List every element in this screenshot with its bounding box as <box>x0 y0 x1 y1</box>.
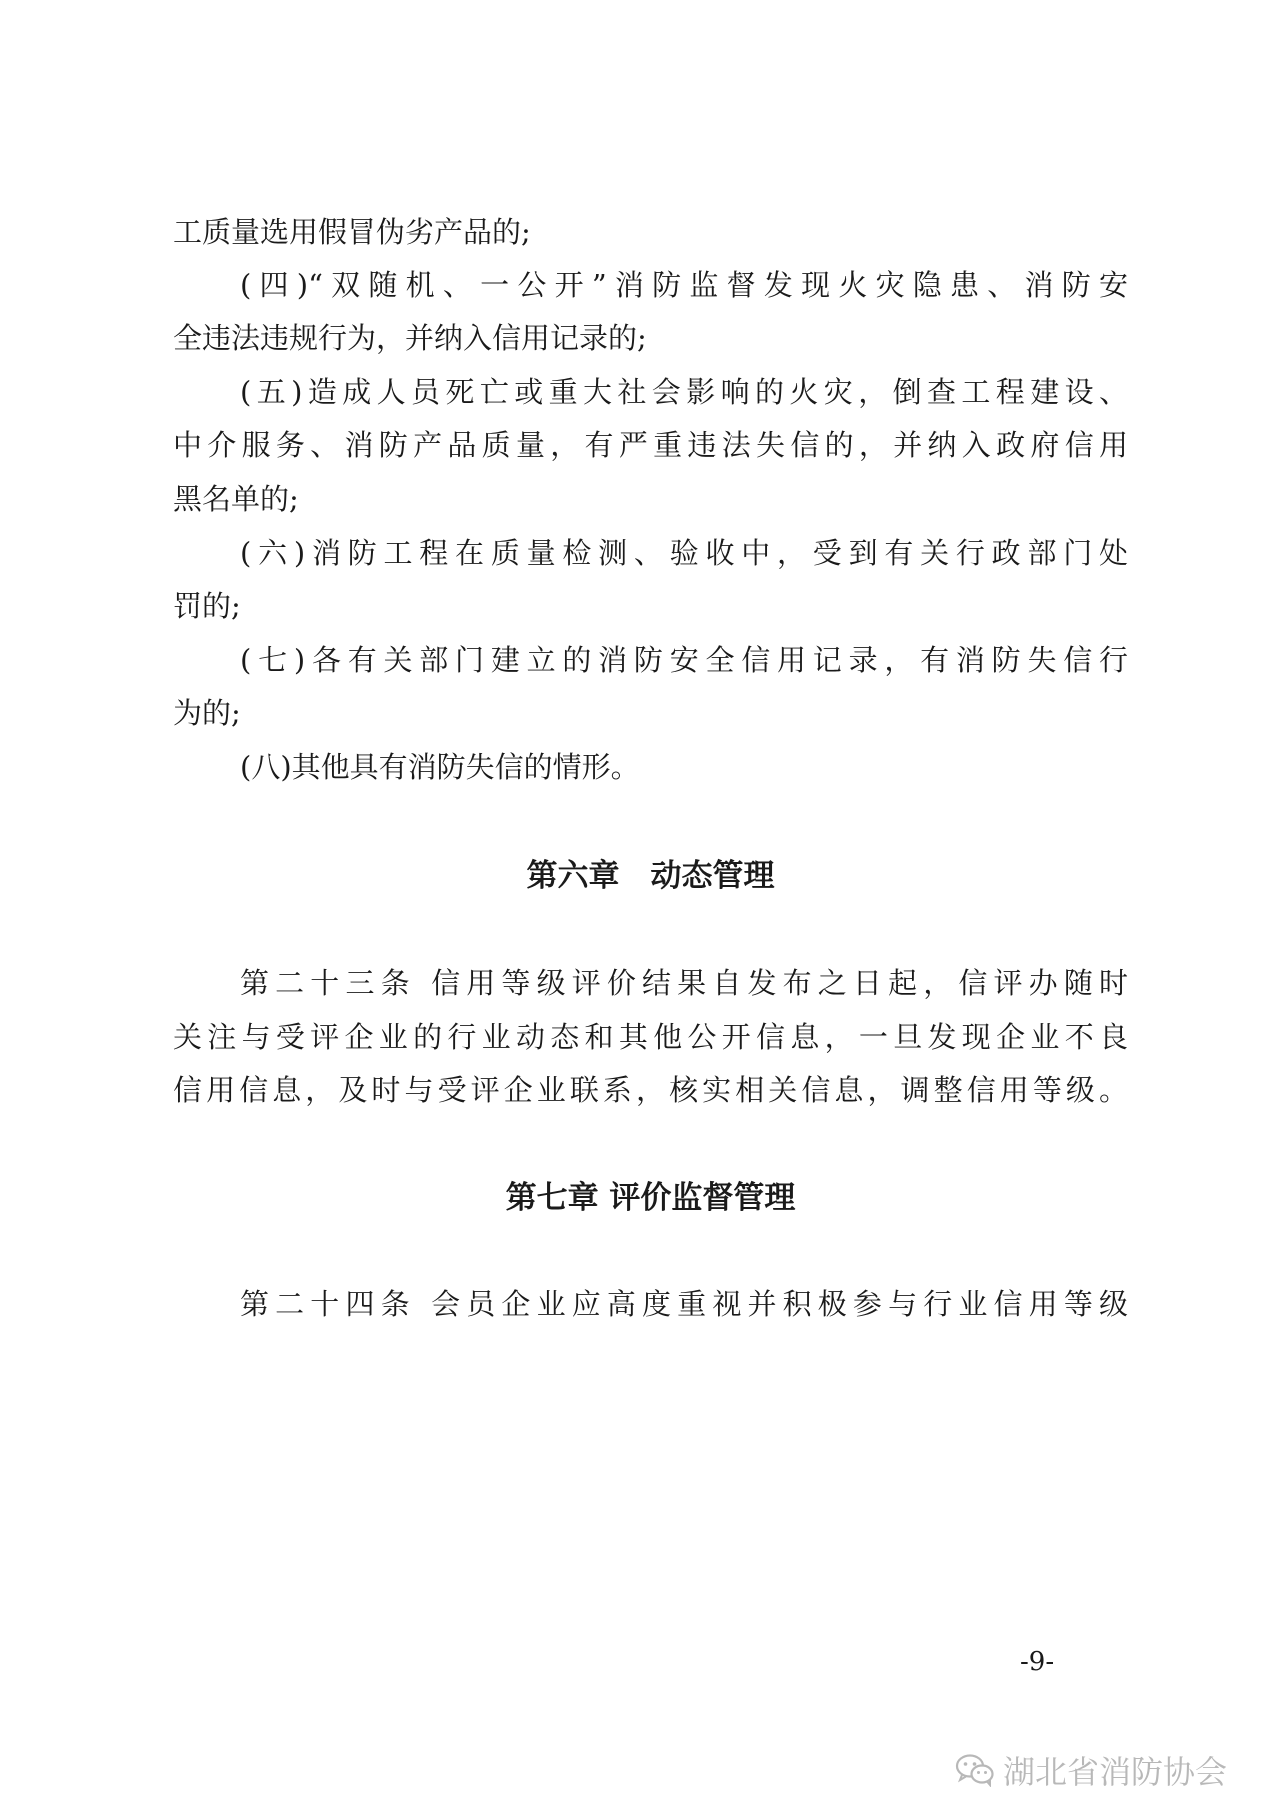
watermark <box>955 1748 1227 1792</box>
wechat-icon <box>955 1753 995 1787</box>
article-23-line-3: 信用信息，及时与受评企业联系，核实相关信息，调整信用等级。 <box>173 1073 1128 1107</box>
page-number: -9- <box>1020 1647 1055 1677</box>
article-24-line-1: 第二十四条 会员企业应高度重视并积极参与行业信用等级 <box>240 1287 1128 1321</box>
text-line-3: 全违法违规行为，并纳入信用记录的; <box>173 321 647 355</box>
text-line-11: (八)其他具有消防失信的情形。 <box>240 750 640 784</box>
text-line-1: 工质量选用假冒伪劣产品的; <box>173 215 531 249</box>
text-line-10: 为的; <box>173 696 241 730</box>
text-line-2: (四)“双随机、一公开”消防监督发现火灾隐患、消防安 <box>240 268 1128 302</box>
text-line-4: (五)造成人员死亡或重大社会影响的火灾，倒查工程建设、 <box>240 375 1128 409</box>
chapter-seven-heading: 第七章 评价监督管理 <box>505 1180 796 1216</box>
text-line-8: 罚的; <box>173 589 241 623</box>
text-line-7: (六)消防工程在质量检测、验收中，受到有关行政部门处 <box>240 536 1128 570</box>
text-line-9: (七)各有关部门建立的消防安全信用记录，有消防失信行 <box>240 643 1128 677</box>
article-23-line-2: 关注与受评企业的行业动态和其他公开信息，一旦发现企业不良 <box>173 1020 1128 1054</box>
text-line-5: 中介服务、消防产品质量，有严重违法失信的，并纳入政府信用 <box>173 428 1128 462</box>
chapter-six-heading: 第六章 动态管理 <box>526 858 775 894</box>
article-23-line-1: 第二十三条 信用等级评价结果自发布之日起，信评办随时 <box>240 966 1128 1000</box>
watermark-text: 湖北省消防协会 <box>1003 1753 1228 1791</box>
text-line-6: 黑名单的; <box>173 482 299 516</box>
